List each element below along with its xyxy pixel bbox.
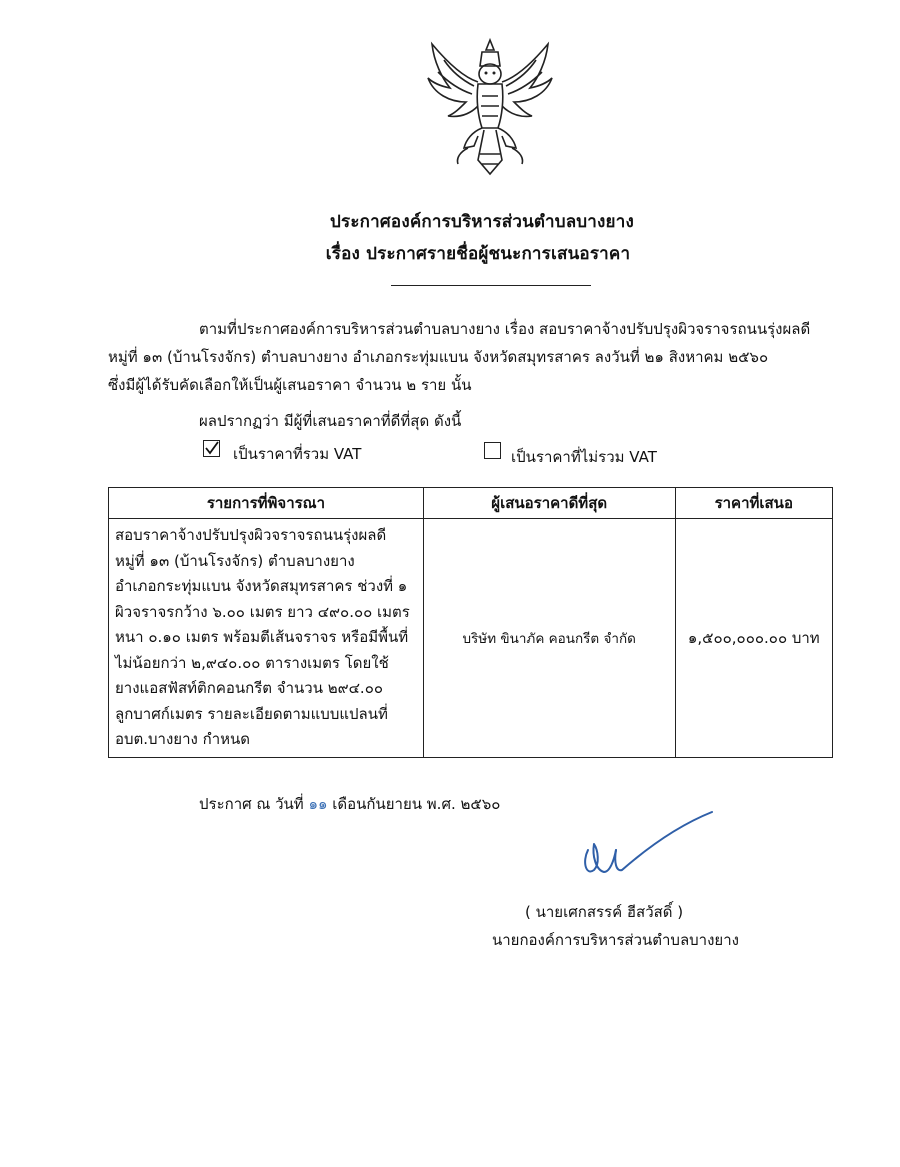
- item-line: ลูกบาศก์เมตร รายละเอียดตามแบบแปลนที่: [115, 704, 388, 723]
- item-line: ยางแอสฟัสท์ติกคอนกรีต จำนวน ๒๙๔.๐๐: [115, 679, 384, 697]
- item-description: [109, 519, 424, 758]
- intro-line-1: ตามที่ประกาศองค์การบริหารส่วนตำบลบางยาง เรื่อง สอบราคาจ้างปรับปรุงผิวจราจรถนนรุ่งผลดี: [199, 320, 811, 338]
- item-line: ไม่น้อยกว่า ๒,๙๔๐.๐๐ ตารางเมตร โดยใช้: [115, 653, 389, 672]
- date-suffix: เดือนกันยายน พ.ศ. ๒๕๖๐: [332, 795, 501, 813]
- header-item: รายการที่พิจารณา: [109, 488, 424, 519]
- item-line: หมู่ที่ ๑๓ (บ้านโรงจักร) ตำบลบางยาง: [115, 551, 355, 570]
- vat-included-label: เป็นราคาที่รวม VAT: [233, 445, 362, 463]
- table-header-row: [109, 488, 833, 519]
- signature-icon: [580, 810, 720, 880]
- intro-line-3: ซึ่งมีผู้ได้รับคัดเลือกให้เป็นผู้เสนอราคา จำนวน ๒ ราย นั้น: [108, 376, 472, 394]
- checkmark-icon: [204, 441, 219, 456]
- signer-name: ( นายเศกสรรค์ ฮีสวัสดิ์ ): [525, 903, 684, 921]
- intro-line-2: หมู่ที่ ๑๓ (บ้านโรงจักร) ตำบลบางยาง อำเภอกระทุ่มแบน จังหวัดสมุทรสาคร ลงวันที่ ๒๑ สิงหาคม ๒๕๖๐: [108, 348, 769, 366]
- winning-bidder: บริษัท ขินาภัค คอนกรีต จำกัด: [423, 519, 675, 758]
- garuda-emblem-icon: [420, 36, 560, 178]
- announcement-subject: เรื่อง ประกาศรายชื่อผู้ชนะการเสนอราคา: [325, 244, 631, 264]
- item-line: อบต.บางยาง กำหนด: [115, 730, 250, 748]
- title-divider: [391, 285, 591, 286]
- signer-position: นายกองค์การบริหารส่วนตำบลบางยาง: [492, 931, 739, 949]
- offered-price: ๑,๕๐๐,๐๐๐.๐๐ บาท: [675, 519, 832, 758]
- item-line: สอบราคาจ้างปรับปรุงผิวจราจรถนนรุ่งผลดี: [115, 526, 387, 544]
- date-day: ๑๑: [308, 795, 328, 813]
- result-line: ผลปรากฏว่า มีผู้ที่เสนอราคาที่ดีที่สุด ดังนี้: [199, 412, 462, 430]
- header-bidder: ผู้เสนอราคาดีที่สุด: [423, 488, 675, 519]
- table-row: [109, 519, 833, 758]
- vat-excluded-label: เป็นราคาที่ไม่รวม VAT: [511, 448, 657, 466]
- winner-table: [108, 487, 833, 758]
- date-prefix: ประกาศ ณ วันที่: [199, 795, 304, 813]
- item-line: หนา ๐.๑๐ เมตร พร้อมตีเส้นจราจร หรือมีพื้นที่: [115, 628, 409, 646]
- item-line: ผิวจราจรกว้าง ๖.๐๐ เมตร ยาว ๔๙๐.๐๐ เมตร: [115, 602, 410, 621]
- header-price: ราคาที่เสนอ: [675, 488, 832, 519]
- vat-included-checkbox[interactable]: [203, 440, 220, 457]
- vat-excluded-checkbox[interactable]: [484, 442, 501, 459]
- announcement-date: [199, 792, 500, 816]
- announcement-title: ประกาศองค์การบริหารส่วนตำบลบางยาง: [330, 212, 634, 232]
- item-line: อำเภอกระทุ่มแบน จังหวัดสมุทรสาคร ช่วงที่ ๑: [115, 577, 408, 595]
